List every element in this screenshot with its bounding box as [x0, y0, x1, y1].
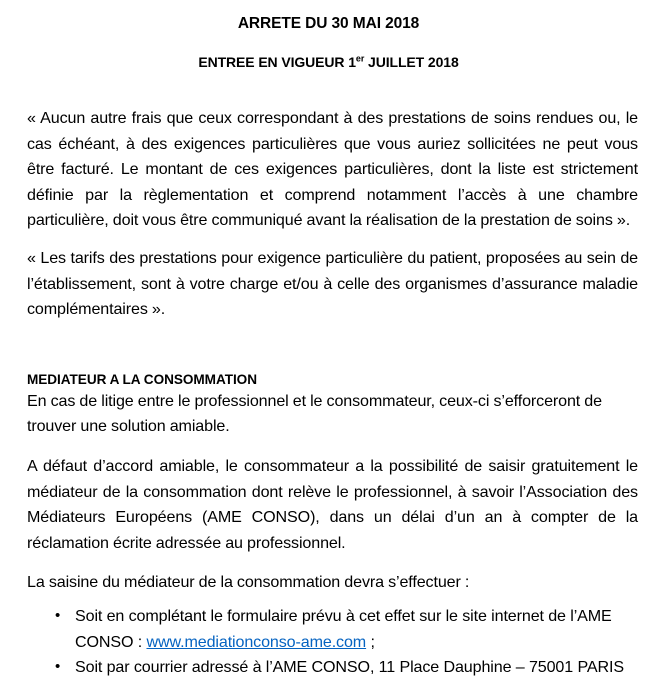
title-block	[27, 0, 638, 72]
list-item	[27, 655, 638, 681]
mediationconso-link[interactable]: www.mediationconso-ame.com	[146, 632, 367, 651]
document-body	[27, 72, 638, 681]
section-heading-mediateur: MEDIATEUR A LA CONSOMMATION	[27, 371, 257, 387]
subtitle-text-before: ENTREE EN VIGUEUR 1	[198, 54, 356, 70]
quote-paragraph-2: « Les tarifs des prestations pour exigence particulière du patient, proposées au sein de l’établissement, sont à votre charge et/ou à celle des organismes d’assurance maladie complémentaires ».	[27, 248, 638, 319]
subtitle-ordinal-suffix: er	[355, 53, 365, 64]
bullet-1-text-before-link: Soit en complétant le formulaire prévu à cet effet sur le site internet de l’AME CONSO :	[75, 606, 612, 651]
quote-paragraph-1: « Aucun autre frais que ceux correspondant à des prestations de soins rendues ou, le cas échéant, à des exigences particulières que vous auriez sollicitées ne peut vous être facturé. Le montant de ces exigences particulières, dont la liste est strictement définie par la règlementation et comprend notamment l’accès à une chambre particulière, doit vous être communiqué avant la réalisation de la prestation de soins ».	[27, 109, 638, 230]
section-paragraph-2: A défaut d’accord amiable, le consommateur a la possibilité de saisir gratuitement le médiateur de la consommation dont relève le professionnel, à savoir l’Association des Médiateurs Européens (AME CONSO), dans un délai d’un an à compter de la réclamation écrite adressée au professionnel.	[27, 456, 638, 552]
subtitle-text-after: JUILLET 2018	[364, 54, 459, 70]
list-item	[27, 604, 638, 655]
document-subtitle	[27, 34, 638, 72]
document-title: ARRETE DU 30 MAI 2018	[237, 15, 420, 32]
bullet-2-text: Soit par courrier adressé à l’AME CONSO, 11 Place Dauphine – 75001 PARIS	[75, 658, 624, 677]
section-paragraph-1: En cas de litige entre le professionnel et le consommateur, ceux-ci s’efforceront de trouver une solution amiable.	[27, 391, 602, 436]
section-paragraph-3: La saisine du médiateur de la consommation devra s’effectuer :	[27, 573, 470, 592]
mediation-options-list	[27, 596, 638, 681]
bullet-1-text-after-link: ;	[366, 632, 375, 651]
